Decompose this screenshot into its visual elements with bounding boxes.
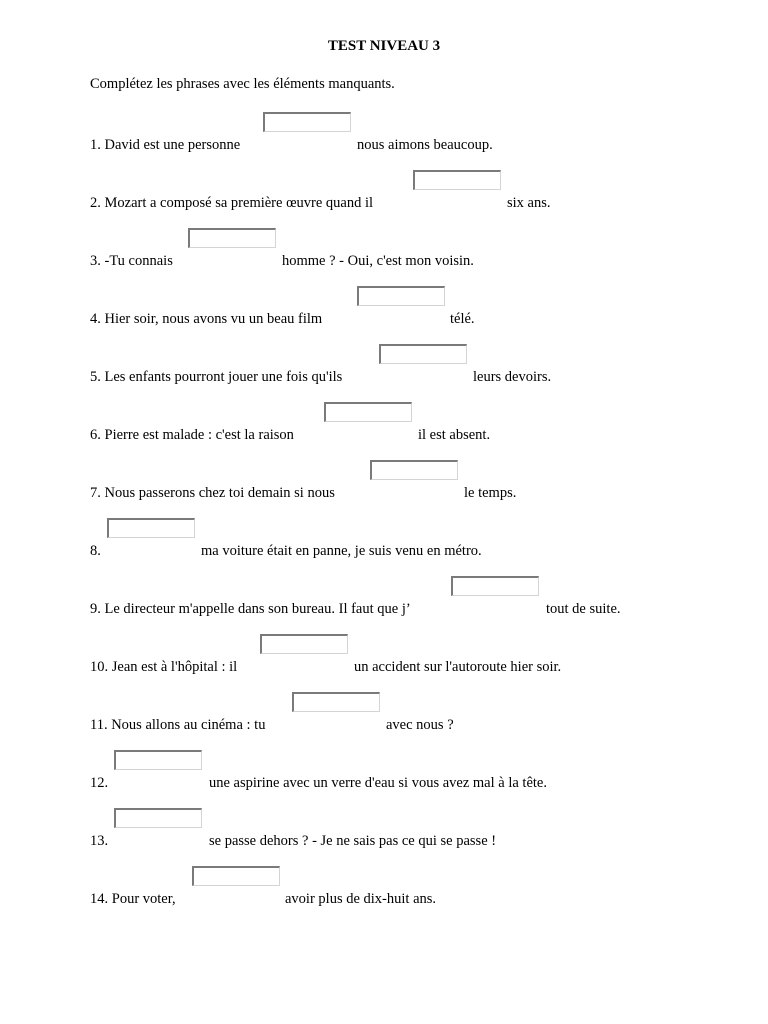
question-3-before: 3. -Tu connais <box>90 253 173 269</box>
question-1-answer-input[interactable] <box>263 112 351 132</box>
question-6-answer-input[interactable] <box>324 402 412 422</box>
question-7-answer-input[interactable] <box>370 460 458 480</box>
question-13-answer-input[interactable] <box>114 808 202 828</box>
question-2-answer-input[interactable] <box>413 170 501 190</box>
page-title: TEST NIVEAU 3 <box>327 38 441 54</box>
question-14-after: avoir plus de dix-huit ans. <box>285 891 437 907</box>
question-1-after: nous aimons beaucoup. <box>357 137 493 153</box>
question-10-after: un accident sur l'autoroute hier soir. <box>354 659 562 675</box>
question-1-before: 1. David est une personne <box>90 137 241 153</box>
question-4-answer-input[interactable] <box>357 286 445 306</box>
question-14-answer-input[interactable] <box>192 866 280 886</box>
question-7-after: le temps. <box>464 485 517 501</box>
question-8-before: 8. <box>90 543 101 559</box>
question-13-after: se passe dehors ? - Je ne sais pas ce qui se passe ! <box>209 833 497 849</box>
question-14-before: 14. Pour voter, <box>90 891 176 907</box>
question-12-after: une aspirine avec un verre d'eau si vous avez mal à la tête. <box>209 775 547 791</box>
question-6-after: il est absent. <box>418 427 491 443</box>
question-11-after: avec nous ? <box>386 717 454 733</box>
question-5-after: leurs devoirs. <box>473 369 552 385</box>
question-4-after: télé. <box>450 311 475 327</box>
question-5-answer-input[interactable] <box>379 344 467 364</box>
instructions-text: Complétez les phrases avec les éléments manquants. <box>90 76 395 92</box>
question-5-before: 5. Les enfants pourront jouer une fois qu'ils <box>90 369 343 385</box>
question-12-before: 12. <box>90 775 109 791</box>
question-9-answer-input[interactable] <box>451 576 539 596</box>
question-11-before: 11. Nous allons au cinéma : tu <box>90 717 266 733</box>
question-12-answer-input[interactable] <box>114 750 202 770</box>
question-10-before: 10. Jean est à l'hôpital : il <box>90 659 238 675</box>
question-3-answer-input[interactable] <box>188 228 276 248</box>
question-8-after: ma voiture était en panne, je suis venu en métro. <box>201 543 482 559</box>
question-6-before: 6. Pierre est malade : c'est la raison <box>90 427 294 443</box>
question-9-after: tout de suite. <box>546 601 621 617</box>
question-4-before: 4. Hier soir, nous avons vu un beau film <box>90 311 323 327</box>
question-8-answer-input[interactable] <box>107 518 195 538</box>
question-3-after: homme ? - Oui, c'est mon voisin. <box>282 253 474 269</box>
question-13-before: 13. <box>90 833 109 849</box>
question-7-before: 7. Nous passerons chez toi demain si nous <box>90 485 335 501</box>
question-2-before: 2. Mozart a composé sa première œuvre quand il <box>90 195 374 211</box>
question-11-answer-input[interactable] <box>292 692 380 712</box>
question-9-before: 9. Le directeur m'appelle dans son bureau. Il faut que j’ <box>90 601 411 617</box>
question-2-after: six ans. <box>507 195 551 211</box>
question-10-answer-input[interactable] <box>260 634 348 654</box>
